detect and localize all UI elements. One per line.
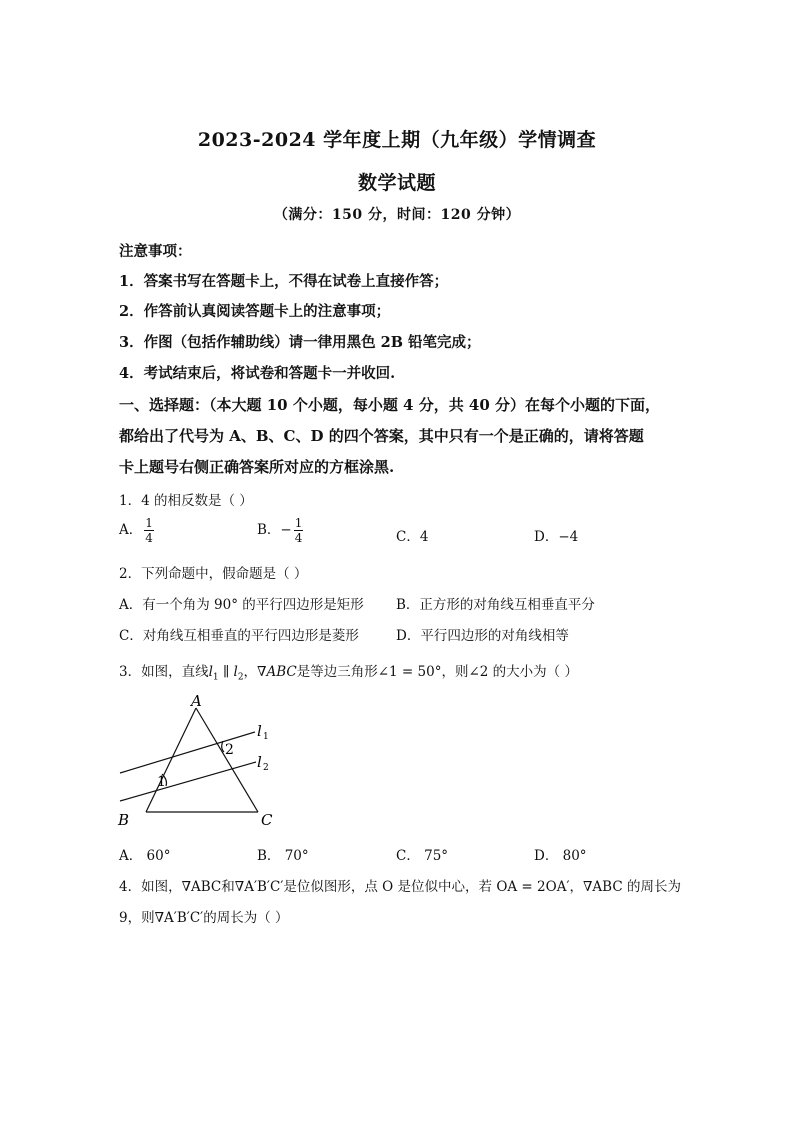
line-l2-label: l — [257, 753, 262, 771]
question-1-option-b: B．− $\frac{1}{4}$ — [257, 516, 303, 545]
vertex-b-label: B — [118, 811, 130, 829]
triangle-parallel-lines-figure — [110, 690, 290, 835]
vertex-c-label: C — [261, 811, 273, 829]
line-l1 — [120, 732, 255, 773]
question-2-option-c: C．对角线互相垂直的平行四边形是菱形 — [119, 628, 359, 644]
question-1-option-a: A． $\frac{1}{4}$ — [119, 516, 153, 545]
fraction: $\frac{1}{4}$ — [145, 516, 153, 545]
exam-subject: 数学试题 — [357, 172, 436, 194]
question-2-stem: 2．下列命题中，假命题是（ ） — [119, 566, 308, 582]
line-l2 — [120, 762, 256, 801]
question-3-option-b: B． 70° — [257, 848, 309, 864]
section-heading-line2: 都给出了代号为 A、B、C、D 的四个答案，其中只有一个是正确的，请将答题 — [119, 427, 644, 445]
notes-heading: 注意事项： — [119, 243, 192, 260]
question-3-option-a: A． 60° — [119, 848, 171, 864]
vertex-a-label: A — [191, 692, 202, 710]
side-ac — [196, 708, 258, 812]
question-3-option-d: D． 80° — [534, 848, 587, 864]
line-l2-subscript: 2 — [263, 763, 269, 773]
question-1-option-d: D．−4 — [534, 529, 579, 545]
question-3-option-c: C． 75° — [396, 848, 449, 864]
note-item: 3．作图（包括作辅助线）请一律用黑色 2B 铅笔完成； — [119, 334, 481, 351]
fraction: $\frac{1}{4}$ — [294, 516, 303, 545]
question-1-option-c: C．4 — [396, 529, 429, 545]
question-4-stem-line1: 4．如图，∇ABC和∇A′B′C′是位似图形，点 O 是位似中心，若 OA = 2OA′，∇ABC 的周长为 — [119, 879, 681, 895]
question-2-option-b: B．正方形的对角线互相垂直平分 — [396, 597, 595, 613]
note-item: 1．答案书写在答题卡上，不得在试卷上直接作答； — [119, 273, 449, 290]
note-item: 2．作答前认真阅读答题卡上的注意事项； — [119, 303, 391, 320]
line-l1-label: l — [257, 722, 262, 740]
line-l1-subscript: 1 — [263, 732, 269, 742]
side-ab — [146, 708, 196, 812]
angle-1-label: 1 — [157, 774, 166, 790]
question-3-stem: 3．如图，直线$l_1$ ∥ $l_2$，∇ABC是等边三角形∠1 = 50°，则∠2 的大小为（ ） — [119, 664, 578, 683]
exam-title: 2023-2024 学年度上期（九年级）学情调查 — [197, 129, 597, 151]
section-heading-line1: 一、选择题：（本大题 10 个小题，每小题 4 分，共 40 分）在每个小题的下面， — [119, 396, 661, 414]
note-item: 4．考试结束后，将试卷和答题卡一并收回. — [119, 365, 396, 382]
question-2-option-a: A．有一个角为 90° 的平行四边形是矩形 — [119, 597, 364, 613]
question-2-option-d: D．平行四边形的对角线相等 — [396, 628, 569, 644]
question-4-stem-line2: 9，则∇A′B′C′的周长为（ ） — [119, 910, 289, 926]
angle-2-label: 2 — [225, 742, 234, 758]
angle-2-arc — [222, 741, 224, 752]
section-heading-line3: 卡上题号右侧正确答案所对应的方框涂黑. — [119, 458, 395, 476]
exam-meta: （满分：150 分，时间：120 分钟） — [273, 207, 521, 223]
question-1-stem: 1．4 的相反数是（ ） — [119, 493, 253, 509]
